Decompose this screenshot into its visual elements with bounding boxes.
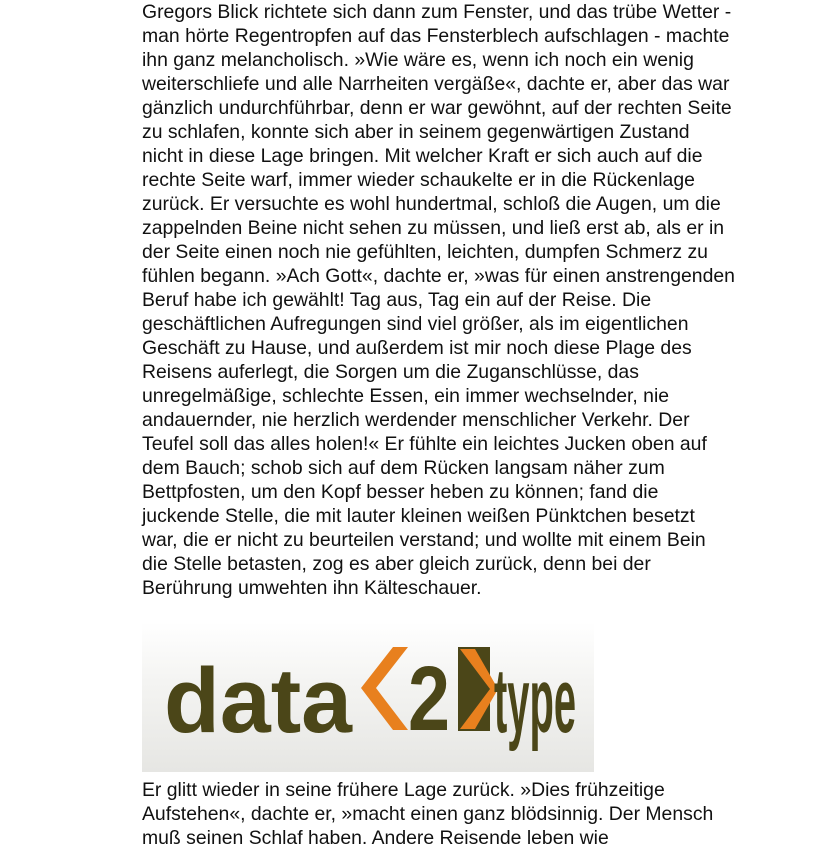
text-line: ihn ganz melancholisch. »Wie wäre es, wenn ich noch ein wenig [142, 49, 694, 71]
text-line: der Seite einen noch nie gefühlten, leichten, dumpfen Schmerz zu [142, 241, 708, 263]
text-line: man hörte Regentropfen auf das Fensterblech aufschlagen - machte [142, 25, 730, 47]
text-line: gänzlich undurchführbar, denn er war gewöhnt, auf der rechten Seite [142, 97, 732, 119]
text-line: zurück. Er versuchte es wohl hundertmal, schloß die Augen, um die [142, 193, 721, 215]
text-line: zu schlafen, konnte sich aber in seinem gegenwärtigen Zustand [142, 121, 690, 143]
text-line: juckende Stelle, die mit lauter kleinen weißen Pünktchen besetzt [142, 505, 695, 527]
text-line: rechte Seite warf, immer wieder schaukelte er in die Rückenlage [142, 169, 695, 191]
text-line: Teufel soll das alles holen!« Er fühlte ein leichtes Jucken oben auf [142, 433, 707, 455]
text-line: fühlen begann. »Ach Gott«, dachte er, »was für einen anstrengenden [142, 265, 735, 287]
text-line: Reisens auferlegt, die Sorgen um die Zuganschlüsse, das [142, 361, 639, 383]
logo-left-chevron-icon [361, 647, 408, 730]
text-line: Gregors Blick richtete sich dann zum Fenster, und das trübe Wetter - [142, 1, 732, 23]
body-paragraph-2 [142, 778, 782, 850]
body-paragraph-1 [142, 0, 782, 600]
text-line: die Stelle betasten, zog es aber gleich zurück, denn bei der [142, 553, 651, 575]
text-line: Berührung umwehten ihn Kälteschauer. [142, 577, 482, 599]
text-line: nicht in diese Lage bringen. Mit welcher Kraft er sich auch auf die [142, 145, 703, 167]
text-line: zappelnden Beine nicht sehen zu müssen, und ließ erst ab, als er in [142, 217, 725, 239]
logo-text-2: 2 [408, 648, 450, 750]
text-line: Bettpfosten, um den Kopf besser heben zu können; fand die [142, 481, 659, 503]
text-line: andauernder, nie herzlich werdender menschlicher Verkehr. Der [142, 409, 690, 431]
text-line: Er glitt wieder in seine frühere Lage zurück. »Dies frühzeitige [142, 779, 665, 801]
text-line: geschäftlichen Aufregungen sind viel größer, als im eigentlichen [142, 313, 689, 335]
text-line: Geschäft zu Hause, und außerdem ist mir noch diese Plage des [142, 337, 692, 359]
logo-text-type: type [494, 650, 576, 752]
text-line: Beruf habe ich gewählt! Tag aus, Tag ein auf der Reise. Die [142, 289, 652, 311]
text-line: muß seinen Schlaf haben. Andere Reisende leben wie [142, 827, 609, 849]
data2type-logo [142, 622, 594, 772]
text-line: unregelmäßige, schlechte Essen, ein immer wechselnder, nie [142, 385, 670, 407]
logo-text-data: data [164, 650, 353, 752]
text-line: weiterschliefe und alle Narrheiten vergäße«, dachte er, aber das war [142, 73, 730, 95]
text-line: dem Bauch; schob sich auf dem Rücken langsam näher zum [142, 457, 665, 479]
text-line: war, die er nicht zu beurteilen verstand; und wollte mit einem Bein [142, 529, 706, 551]
text-line: Aufstehen«, dachte er, »macht einen ganz blödsinnig. Der Mensch [142, 803, 714, 825]
